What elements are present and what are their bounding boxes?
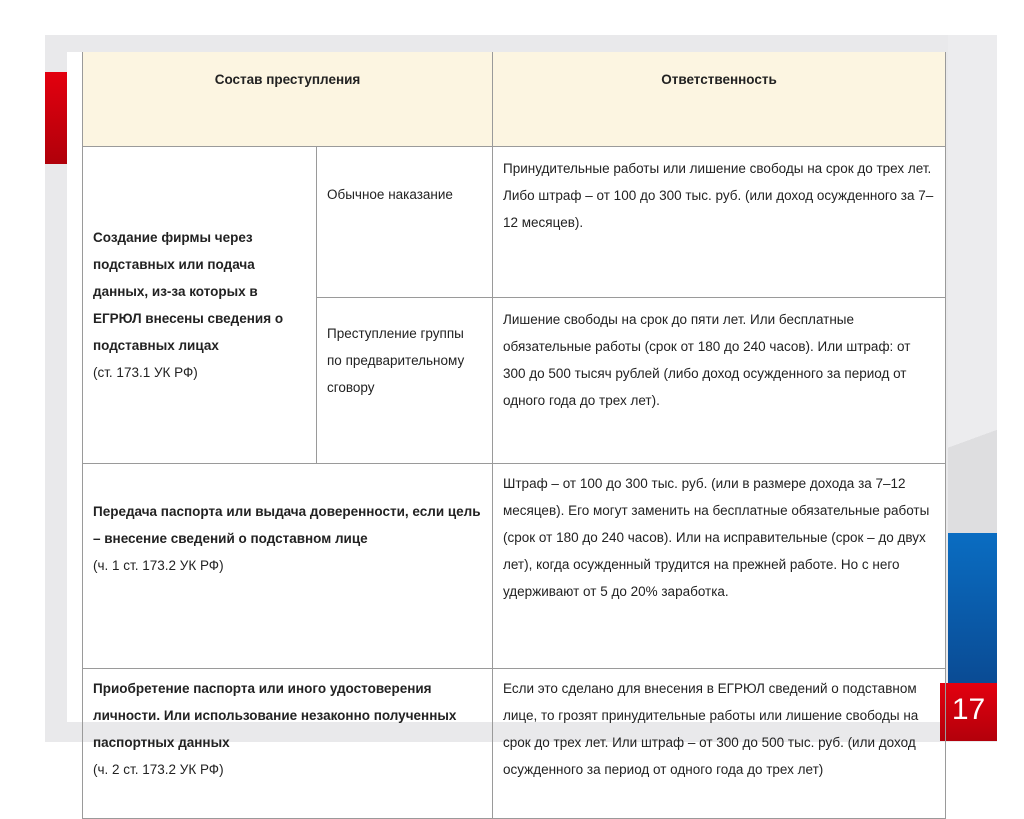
liability-cell: Штраф – от 100 до 300 тыс. руб. (или в размере дохода за 7–12 месяцев). Его могут заменить на бесплатные обязательные работы (срок от 180 до 240 часов). Или на исправительные (срок – до двух лет), когда осужденный трудится на прежней работе. Но с него удерживают от 5 до 20% заработка.	[493, 464, 946, 669]
crime-reference: (ч. 1 ст. 173.2 УК РФ)	[93, 558, 224, 573]
liability-cell: Лишение свободы на срок до пяти лет. Или бесплатные обязательные работы (срок от 180 до 240 часов). Или штраф: от 300 до 500 тысяч рублей (либо доход осужденного за период от одного года до трех лет).	[493, 298, 946, 464]
header-crime: Состав преступления	[83, 52, 493, 147]
crime-reference: (ч. 2 ст. 173.2 УК РФ)	[93, 762, 224, 777]
liability-cell: Принудительные работы или лишение свободы на срок до трех лет. Либо штраф – от 100 до 300 тыс. руб. (или доход осужденного за 7–12 месяцев).	[493, 147, 946, 298]
crime-cell	[83, 464, 493, 669]
table-row	[83, 147, 946, 298]
header-row	[83, 52, 946, 147]
page-number: 17	[940, 683, 997, 741]
crime-cell	[83, 669, 493, 819]
subtype-cell: Обычное наказание	[317, 147, 493, 298]
liability-table	[82, 52, 946, 819]
subtype-cell: Преступление группы по предварительному сговору	[317, 298, 493, 464]
crime-cell	[83, 147, 317, 464]
crime-title: Передача паспорта или выдача доверенности, если цель – внесение сведений о подставном лице	[93, 504, 481, 546]
table-row	[83, 464, 946, 669]
flag-stripe-blue	[948, 533, 997, 683]
red-accent-bar	[45, 72, 67, 164]
flag-stripe-white	[948, 35, 997, 533]
crime-reference: (ст. 173.1 УК РФ)	[93, 365, 198, 380]
table-row	[83, 669, 946, 819]
crime-title: Приобретение паспорта или иного удостоверения личности. Или использование незаконно полученных паспортных данных	[93, 681, 457, 750]
crime-title: Создание фирмы через подставных или подача данных, из-за которых в ЕГРЮЛ внесены сведения о подставных лицах	[93, 230, 284, 353]
liability-cell: Если это сделано для внесения в ЕГРЮЛ сведений о подставном лице, то грозят принудительные работы или лишение свободы на срок до трех лет. Или штраф – от 300 до 500 тыс. руб. (или доход осужденного за период от одного года до трех лет)	[493, 669, 946, 819]
header-liability: Ответственность	[493, 52, 946, 147]
